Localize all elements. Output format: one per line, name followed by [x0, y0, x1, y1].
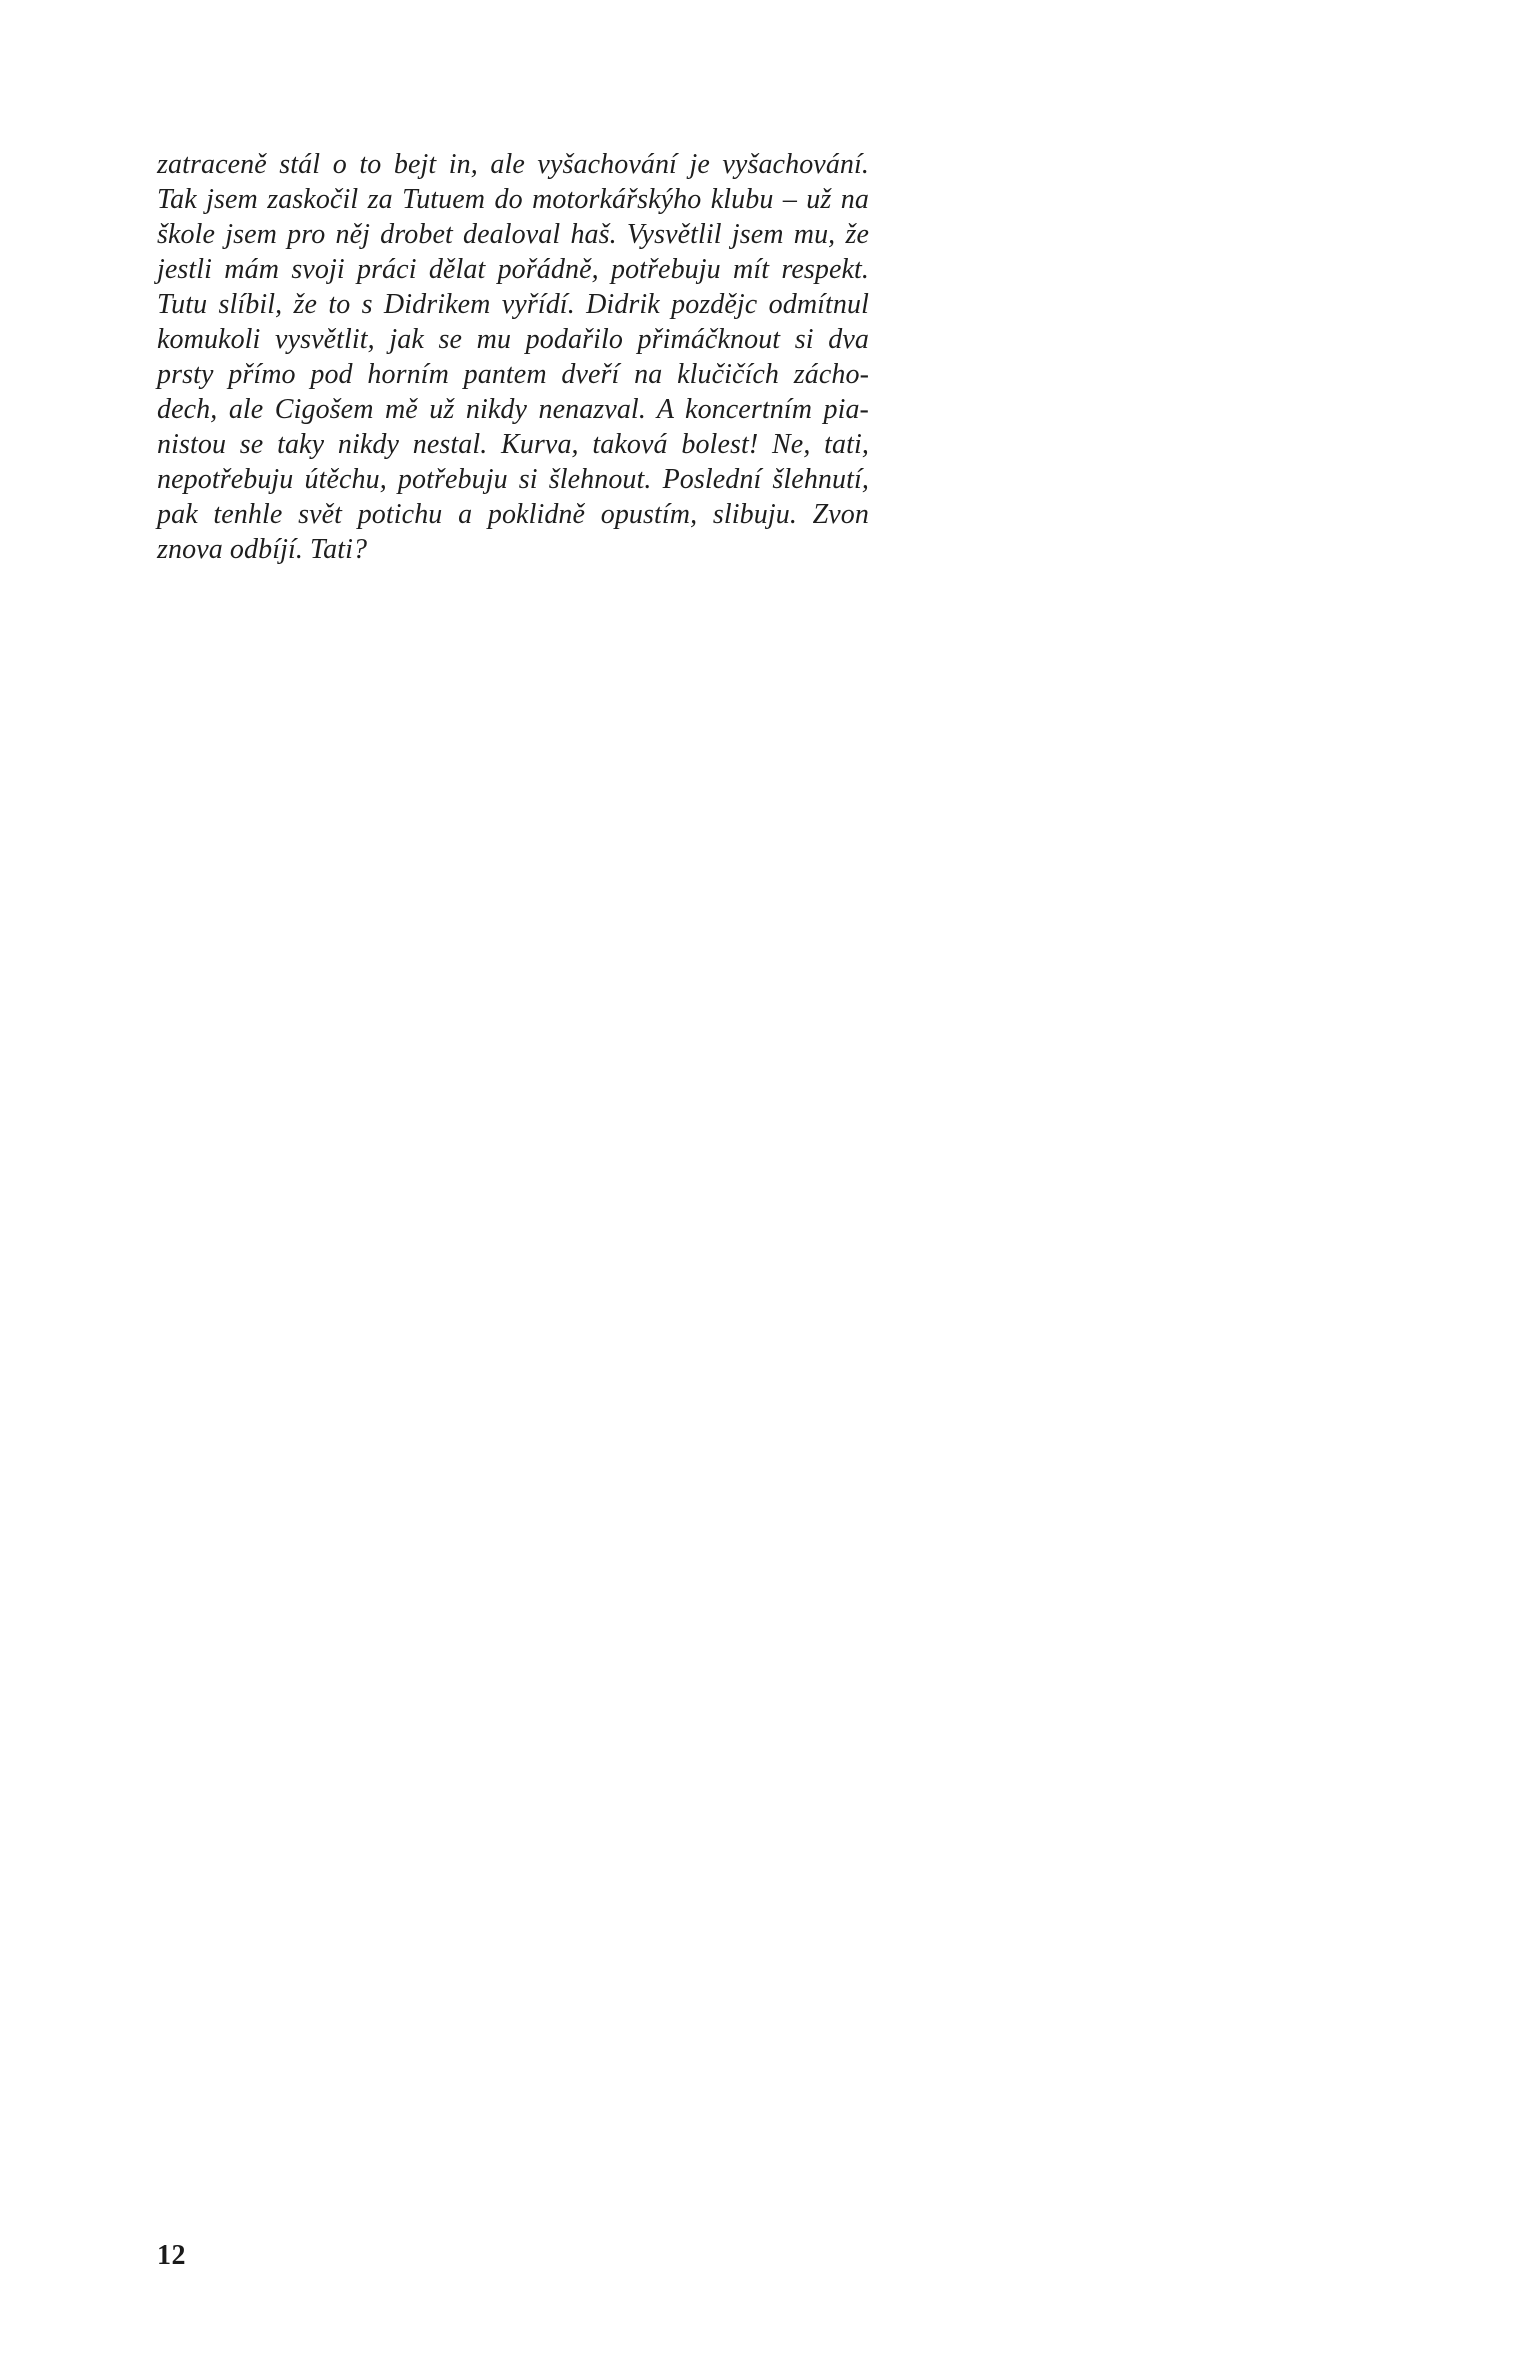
text-line: prsty přímo pod horním pantem dveří na klučičích zácho-	[157, 359, 869, 390]
text-line: znova odbíjí. Tati?	[157, 534, 368, 565]
text-line: škole jsem pro něj drobet dealoval haš. Vysvětlil jsem mu, že	[157, 219, 869, 250]
text-line: komukoli vysvětlit, jak se mu podařilo přimáčknout si dva	[157, 324, 869, 355]
text-line: jestli mám svoji práci dělat pořádně, potřebuju mít respekt.	[157, 254, 869, 285]
text-line: Tutu slíbil, že to s Didrikem vyřídí. Didrik pozdějc odmítnul	[157, 289, 869, 320]
text-line: pak tenhle svět potichu a poklidně opustím, slibuju. Zvon	[157, 499, 869, 530]
text-line: Tak jsem zaskočil za Tutuem do motorkářskýho klubu – už na	[157, 184, 869, 215]
body-paragraph	[157, 147, 869, 567]
text-line: dech, ale Cigošem mě už nikdy nenazval. A koncertním pia-	[157, 394, 869, 425]
page-number: 12	[157, 2240, 186, 2271]
text-line: nepotřebuju útěchu, potřebuju si šlehnout. Poslední šlehnutí,	[157, 464, 869, 495]
text-line: nistou se taky nikdy nestal. Kurva, taková bolest! Ne, tati,	[157, 429, 869, 460]
text-line: zatraceně stál o to bejt in, ale vyšachování je vyšachování.	[157, 149, 869, 180]
